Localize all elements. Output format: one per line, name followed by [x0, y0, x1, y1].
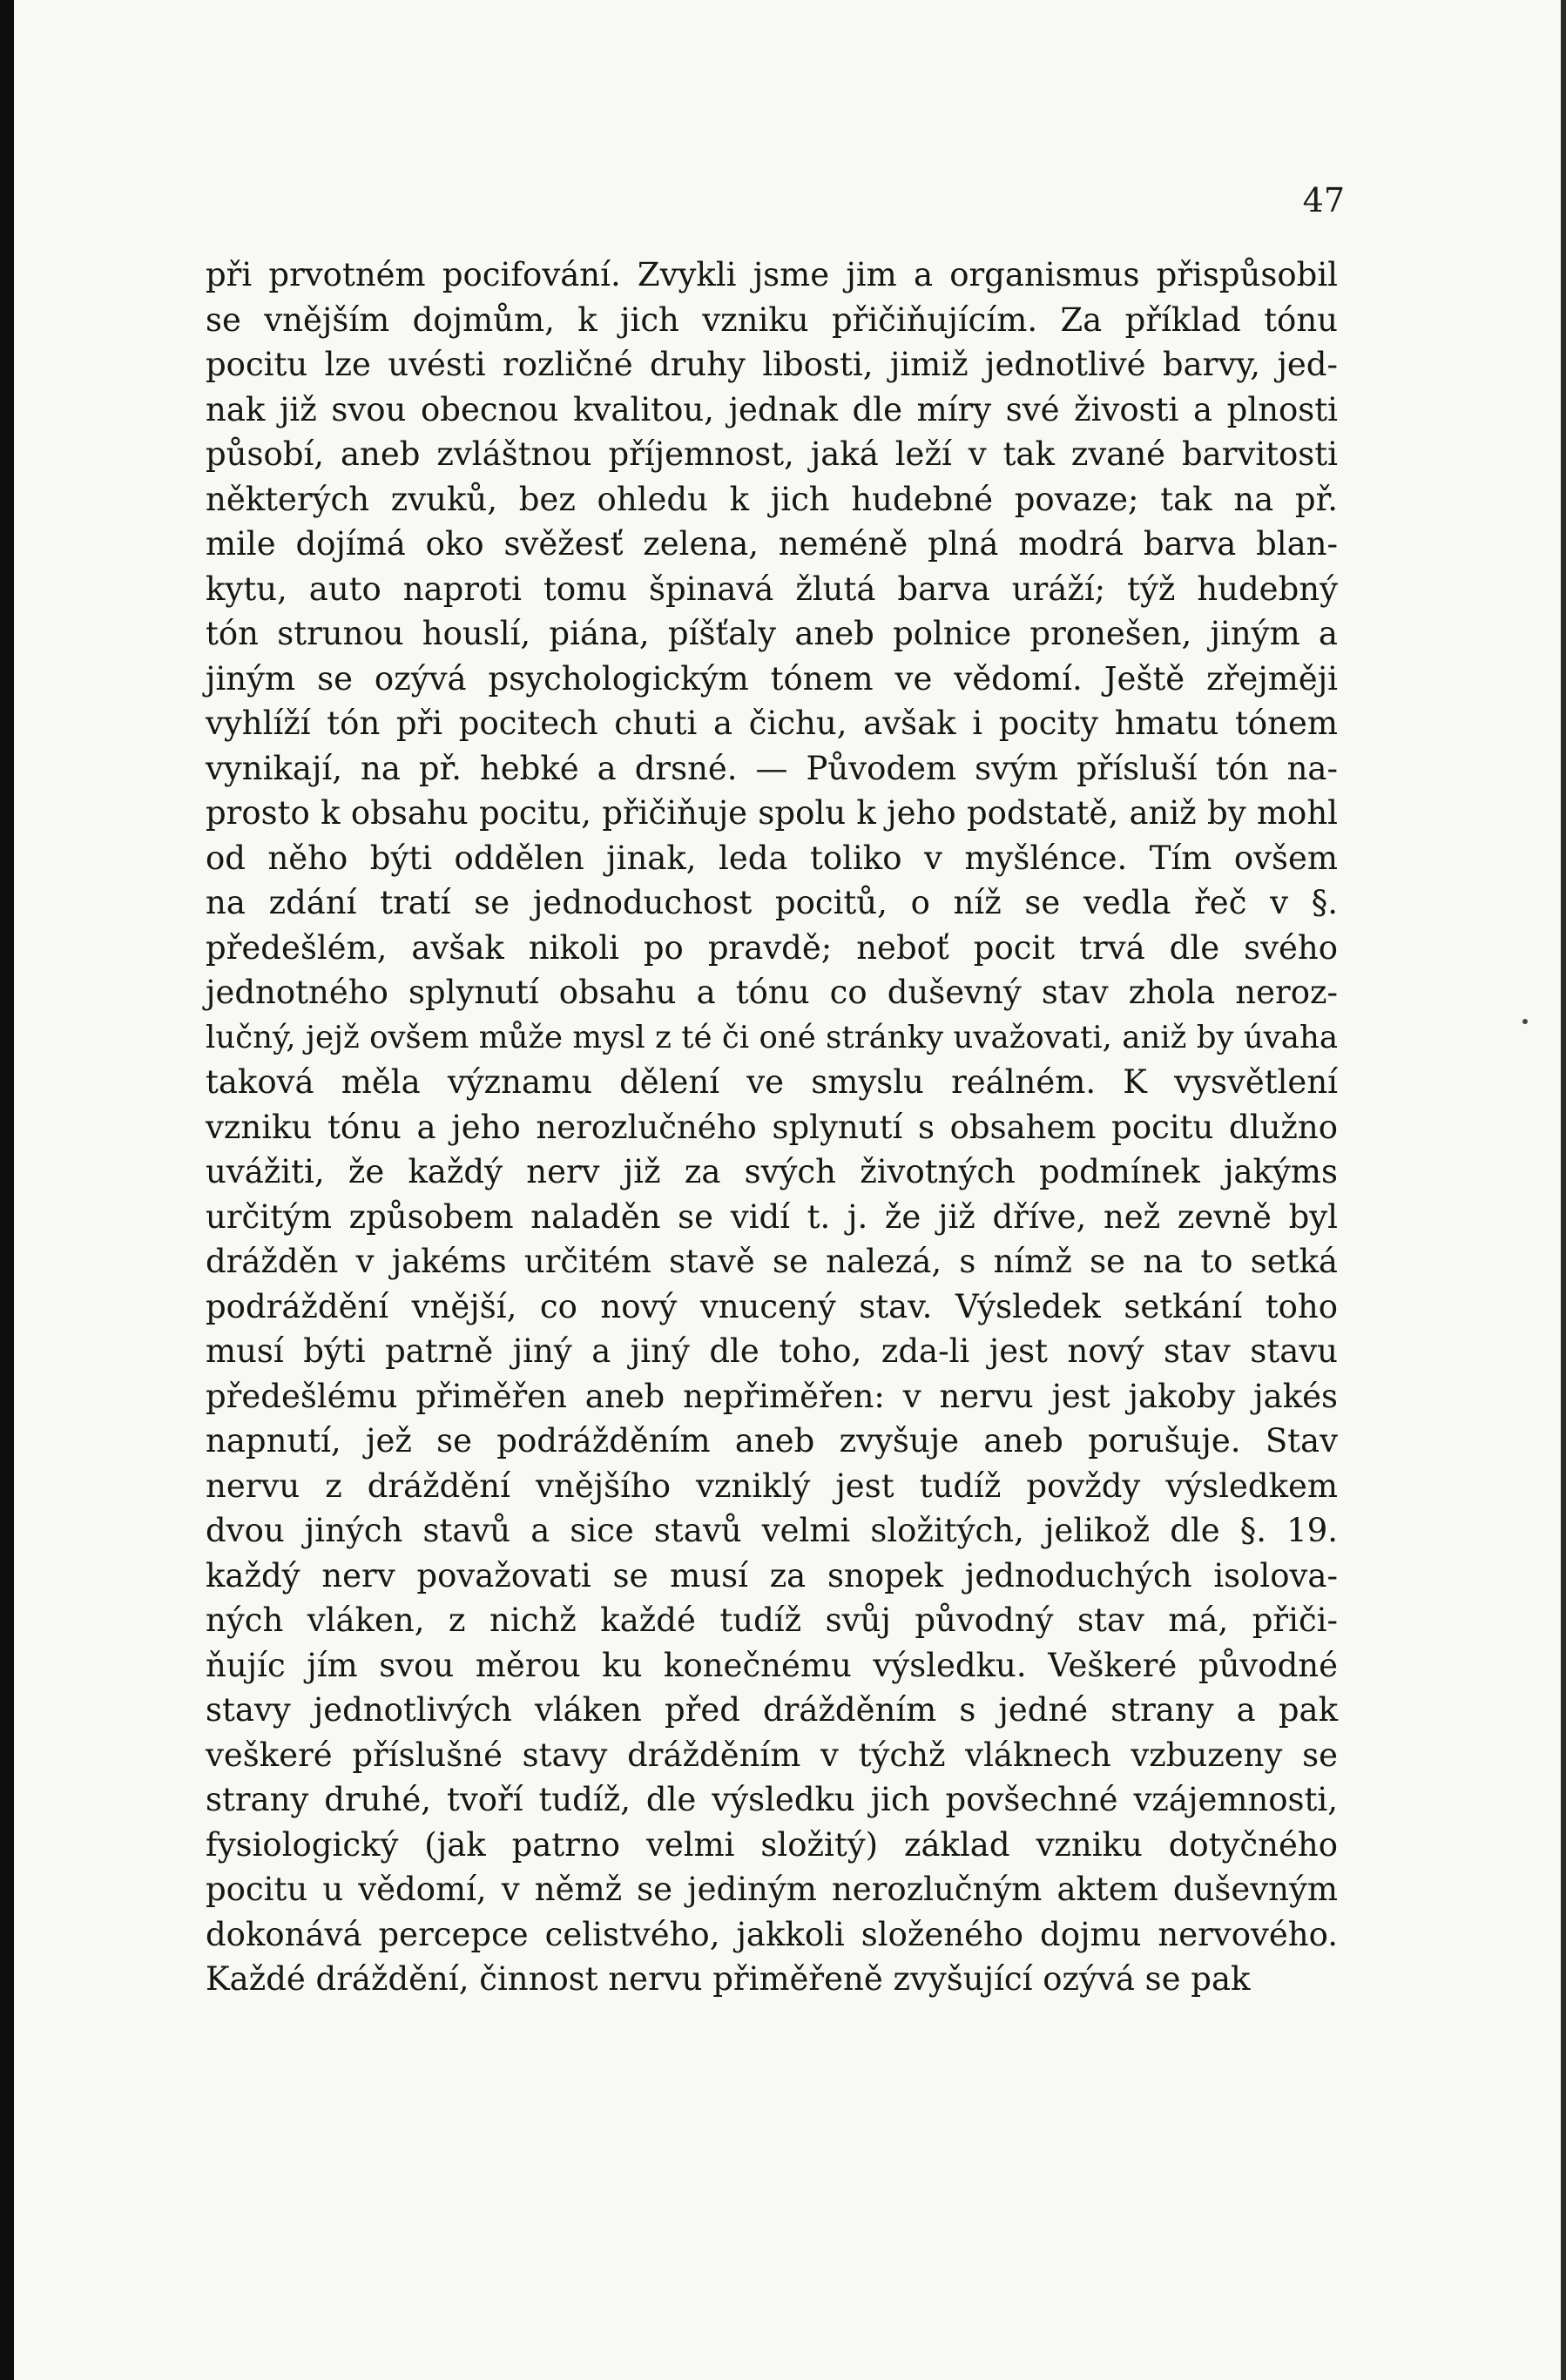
text-line: lučný, jejž ovšem může mysl z té či oné stránky uvažovati, aniž by úvaha	[206, 1019, 1338, 1055]
text-line: prosto k obsahu pocitu, přičiňuje spolu k jeho podstatě, aniž by mohl	[206, 794, 1338, 832]
text-line: podráždění vnější, co nový vnucený stav. Výsledek setkání toho	[206, 1287, 1338, 1325]
text-line: některých zvuků, bez ohledu k jich hudebné povaze; tak na př.	[206, 480, 1338, 518]
text-line: drážděn v jakéms určitém stavě se nalezá, s nímž se na to setká	[206, 1243, 1338, 1280]
text-line: stavy jednotlivých vláken před drážděním s jedné strany a pak	[206, 1691, 1338, 1729]
text-line: tón strunou houslí, piána, píšťaly aneb polnice pronešen, jiným a	[206, 615, 1338, 652]
text-line: každý nerv považovati se musí za snopek jednoduchých isolova-	[206, 1556, 1338, 1595]
text-line: napnutí, jež se podrážděním aneb zvyšuje aneb porušuje. Stav	[206, 1422, 1338, 1460]
text-line: musí býti patrně jiný a jiný dle toho, zda-li jest nový stav stavu	[206, 1332, 1338, 1370]
text-line: kytu, auto naproti tomu špinavá žlutá barva uráží; týž hudebný	[206, 570, 1338, 608]
text-line: dvou jiných stavů a sice stavů velmi složitých, jelikož dle §. 19.	[206, 1512, 1338, 1549]
text-line: vynikají, na př. hebké a drsné. — Původem svým přísluší tón na-	[206, 749, 1338, 787]
text-line: pocitu u vědomí, v němž se jediným nerozlučným aktem duševným	[206, 1871, 1338, 1908]
body-text	[206, 253, 1338, 2002]
text-line: vzniku tónu a jeho nerozlučného splynutí s obsahem pocitu dlužno	[206, 1108, 1338, 1146]
text-line: jednotného splynutí obsahu a tónu co duševný stav zhola neroz-	[206, 974, 1338, 1011]
text-line: uvážiti, že každý nerv již za svých životných podmínek jakýms	[206, 1153, 1338, 1190]
text-line: předešlému přiměřen aneb nepřiměřen: v nervu jest jakoby jakés	[206, 1377, 1338, 1415]
text-line: se vnějším dojmům, k jich vzniku přičiňujícím. Za příklad tónu	[206, 300, 1338, 339]
book-page	[14, 0, 1561, 2380]
text-line: určitým způsobem naladěn se vidí t. j. že již dříve, než zevně byl	[206, 1197, 1338, 1236]
text-line: mile dojímá oko svěžesť zelena, neméně plná modrá barva blan-	[206, 525, 1338, 563]
text-line: ňujíc jím svou měrou ku konečnému výsledku. Veškeré původné	[206, 1646, 1338, 1684]
text-line: od něho býti oddělen jinak, leda toliko v myšlénce. Tím ovšem	[206, 839, 1338, 877]
text-line: dokonává percepce celistvého, jakkoli složeného dojmu nervového.	[206, 1915, 1338, 1953]
text-line: předešlém, avšak nikoli po pravdě; neboť pocit trvá dle svého	[206, 928, 1338, 967]
text-line: veškeré příslušné stavy drážděním v týchž vláknech vzbuzeny se	[206, 1736, 1338, 1774]
text-line: na zdání tratí se jednoduchost pocitů, o níž se vedla řeč v §.	[206, 884, 1338, 921]
text-line: vyhlíží tón při pocitech chuti a čichu, avšak i pocity hmatu tónem	[206, 705, 1338, 742]
scan-border-right	[1561, 0, 1566, 2380]
text-line: nak již svou obecnou kvalitou, jednak dle míry své živosti a plnosti	[206, 390, 1338, 428]
text-line: taková měla významu dělení ve smyslu reálném. K vysvětlení	[206, 1063, 1338, 1101]
text-line: pocitu lze uvésti rozličné druhy libosti, jimiž jednotlivé barvy, jed-	[206, 346, 1338, 383]
text-line: ných vláken, z nichž každé tudíž svůj původný stav má, přiči-	[206, 1601, 1338, 1639]
text-line: fysiologický (jak patrno velmi složitý) základ vzniku dotyčného	[206, 1825, 1338, 1864]
text-line: Každé dráždění, činnost nervu přiměřeně zvyšující ozývá se pak	[206, 1960, 1251, 1998]
text-line: nervu z dráždění vnějšího vzniklý jest tudíž povždy výsledkem	[206, 1466, 1338, 1505]
text-line: strany druhé, tvoří tudíž, dle výsledku jich povšechné vzájemnosti,	[206, 1781, 1338, 1818]
page-number: 47	[1302, 181, 1345, 219]
scan-border-left	[0, 0, 14, 2380]
text-line: působí, aneb zvláštnou příjemnost, jaká leží v tak zvané barvitosti	[206, 435, 1338, 473]
text-line: při prvotném pocifování. Zvykli jsme jim a organismus přispůsobil	[206, 256, 1338, 293]
scan-speck	[1522, 1019, 1528, 1024]
text-line: jiným se ozývá psychologickým tónem ve vědomí. Ještě zřejměji	[206, 659, 1338, 698]
